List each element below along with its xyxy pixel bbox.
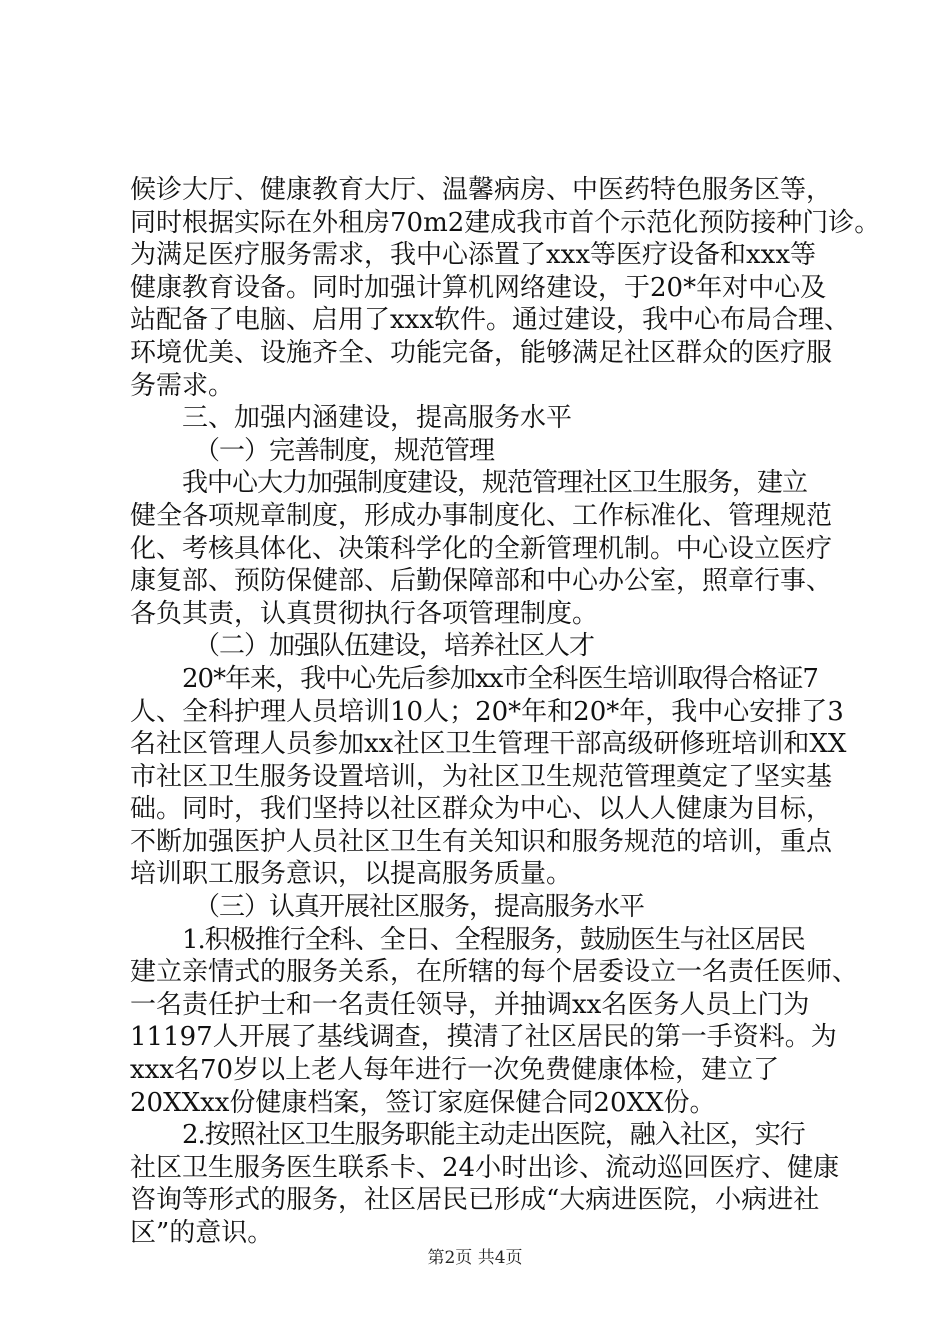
text-line: 健全各项规章制度，形成办事制度化、工作标准化、管理规范 <box>130 500 833 531</box>
text-line: 环境优美、设施齐全、功能完备，能够满足社区群众的医疗服 <box>130 337 833 368</box>
text-line: 20XXxx份健康档案，签订家庭保健合同20XX份。 <box>130 1087 716 1118</box>
document-body <box>130 174 881 1250</box>
text-line: 社区卫生服务医生联系卡、24小时出诊、流动巡回医疗、健康 <box>130 1152 840 1183</box>
text-line: （三）认真开展社区服务，提高服务水平 <box>194 892 645 923</box>
text-line: 咨询等形式的服务，社区居民已形成“大病进医院，小病进社 <box>130 1185 820 1216</box>
text-line: xxx名70岁以上老人每年进行一次免费健康体检，建立了 <box>130 1055 780 1086</box>
text-line: 不断加强医护人员社区卫生有关知识和服务规范的培训，重点 <box>130 826 833 857</box>
text-line: 1.积极推行全科、全日、全程服务，鼓励医生与社区居民 <box>182 924 805 955</box>
text-line: 化、考核具体化、决策科学化的全新管理机制。中心设立医疗 <box>130 533 833 564</box>
text-line: 康复部、预防保健部、后勤保障部和中心办公室，照章行事、 <box>130 566 833 597</box>
text-line: 三、加强内涵建设，提高服务水平 <box>182 403 573 434</box>
text-line: 11197人开展了基线调查，摸清了社区居民的第一手资料。为 <box>130 1022 837 1053</box>
text-line: 建立亲情式的服务关系，在所辖的每个居委设立一名责任医师、 <box>130 957 859 988</box>
text-line: 我中心大力加强制度建设，规范管理社区卫生服务，建立 <box>182 468 808 499</box>
text-line: 础。同时，我们坚持以社区群众为中心、以人人健康为目标， <box>130 794 833 825</box>
text-line: 健康教育设备。同时加强计算机网络建设，于20*年对中心及 <box>130 272 827 303</box>
text-line: 各负其责，认真贯彻执行各项管理制度。 <box>130 598 599 629</box>
text-line: 人、全科护理人员培训10人；20*年和20*年，我中心安排了3 <box>130 696 844 727</box>
text-line: 一名责任护士和一名责任领导，并抽调xx名医务人员上门为 <box>130 989 810 1020</box>
text-line: 2.按照社区卫生服务职能主动走出医院，融入社区，实行 <box>182 1120 805 1151</box>
text-line: 候诊大厅、健康教育大厅、温馨病房、中医药特色服务区等， <box>130 175 833 205</box>
text-line: 为满足医疗服务需求，我中心添置了xxx等医疗设备和xxx等 <box>130 240 816 271</box>
text-line: 站配备了电脑、启用了xxx软件。通过建设，我中心布局合理、 <box>130 305 850 336</box>
text-line: 市社区卫生服务设置培训，为社区卫生规范管理奠定了坚实基 <box>130 761 833 792</box>
text-line: 20*年来，我中心先后参加xx市全科医生培训取得合格证7 <box>182 663 818 694</box>
text-line: 培训职工服务意识，以提高服务质量。 <box>130 859 573 890</box>
text-line: 同时根据实际在外租房70m2建成我市首个示范化预防接种门诊。 <box>130 207 881 238</box>
text-line: 区”的意识。 <box>130 1218 274 1248</box>
text-line: （一）完善制度，规范管理 <box>194 435 495 466</box>
page-footer: 第2页 共4页 <box>427 1248 523 1268</box>
text-line: 名社区管理人员参加xx社区卫生管理干部高级研修班培训和XX <box>130 729 847 760</box>
text-line: （二）加强队伍建设，培养社区人才 <box>194 631 595 662</box>
text-line: 务需求。 <box>130 370 235 401</box>
